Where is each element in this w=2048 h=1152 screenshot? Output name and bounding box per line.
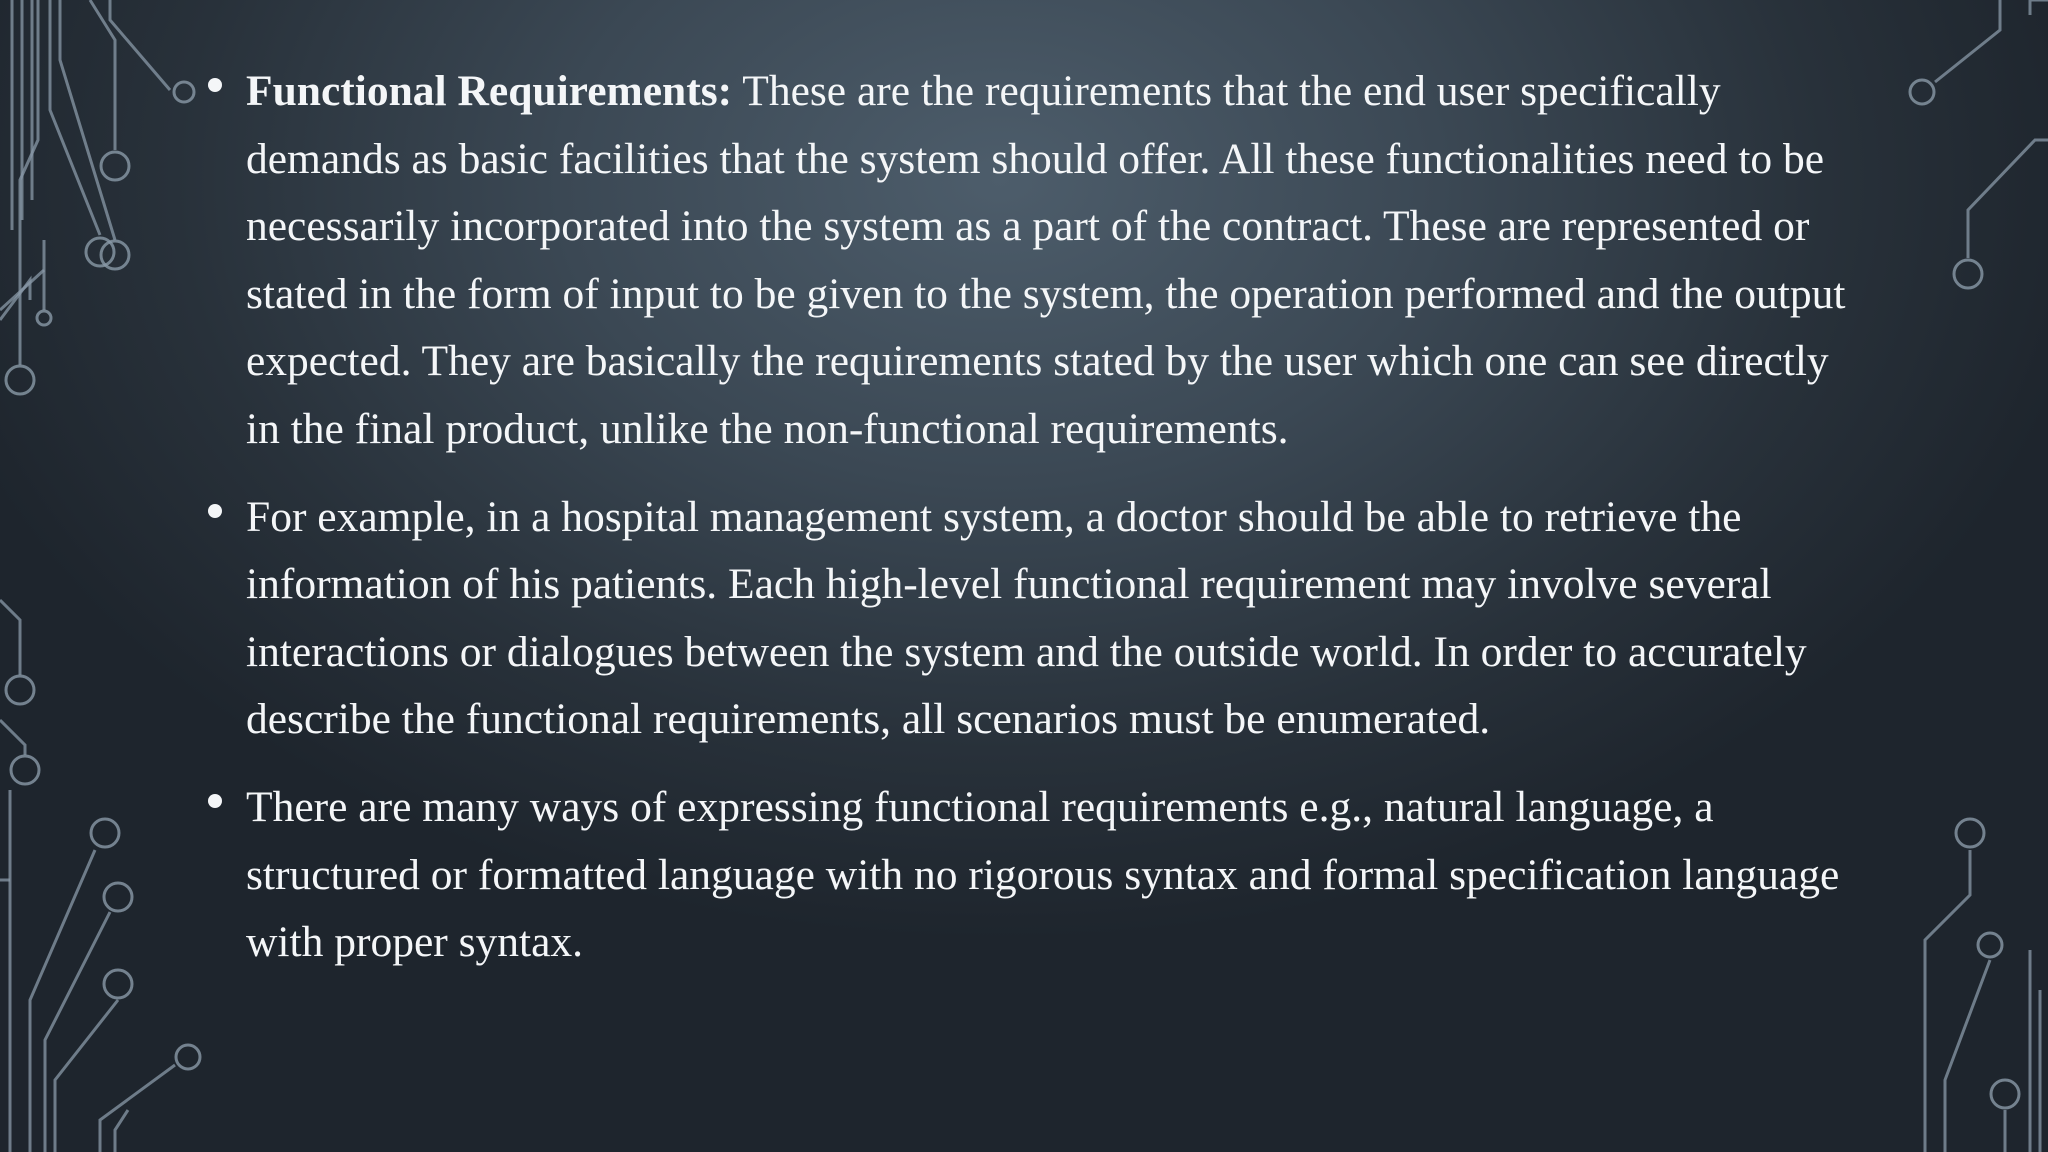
bullet-dot [208, 794, 222, 808]
right-bottom-circuit [1925, 819, 2040, 1152]
bullet-example [208, 484, 1848, 754]
left-top-circuit [0, 0, 194, 394]
bullet-text: For example, in a hospital management system, a doctor should be able to retrieve the information of his patients. Each high-level functional requirement may involve several interactions or dialogues between the system and the outside world. In order to accurately describe the functional requirements, all scenarios must be enumerated. [246, 492, 1807, 744]
left-middle-circuit [0, 600, 39, 1152]
bullet-expressing-ways [208, 774, 1848, 977]
left-bottom-circuit [0, 819, 200, 1152]
bullet-dot [208, 78, 222, 92]
right-top-circuit [1910, 0, 2048, 288]
bullet-text: These are the requirements that the end user specifically demands as basic facilities that the system should offer. All these functionalities need to be necessarily incorporated into the system as a part of the contract. These are represented or stated in the form of input to be given to the system, the operation performed and the output expected. They are basically the requirements stated by the user which one can see directly in the final product, unlike the non-functional requirements. [246, 67, 1846, 453]
slide-content [208, 58, 1848, 997]
bullet-dot [208, 504, 222, 518]
bullet-lead: Functional Requirements: [246, 67, 733, 115]
bullet-text: There are many ways of expressing functional requirements e.g., natural language, a structured or formatted language with no rigorous syntax and formal specification language with proper syntax. [246, 782, 1840, 967]
bullet-functional-requirements [208, 58, 1848, 464]
